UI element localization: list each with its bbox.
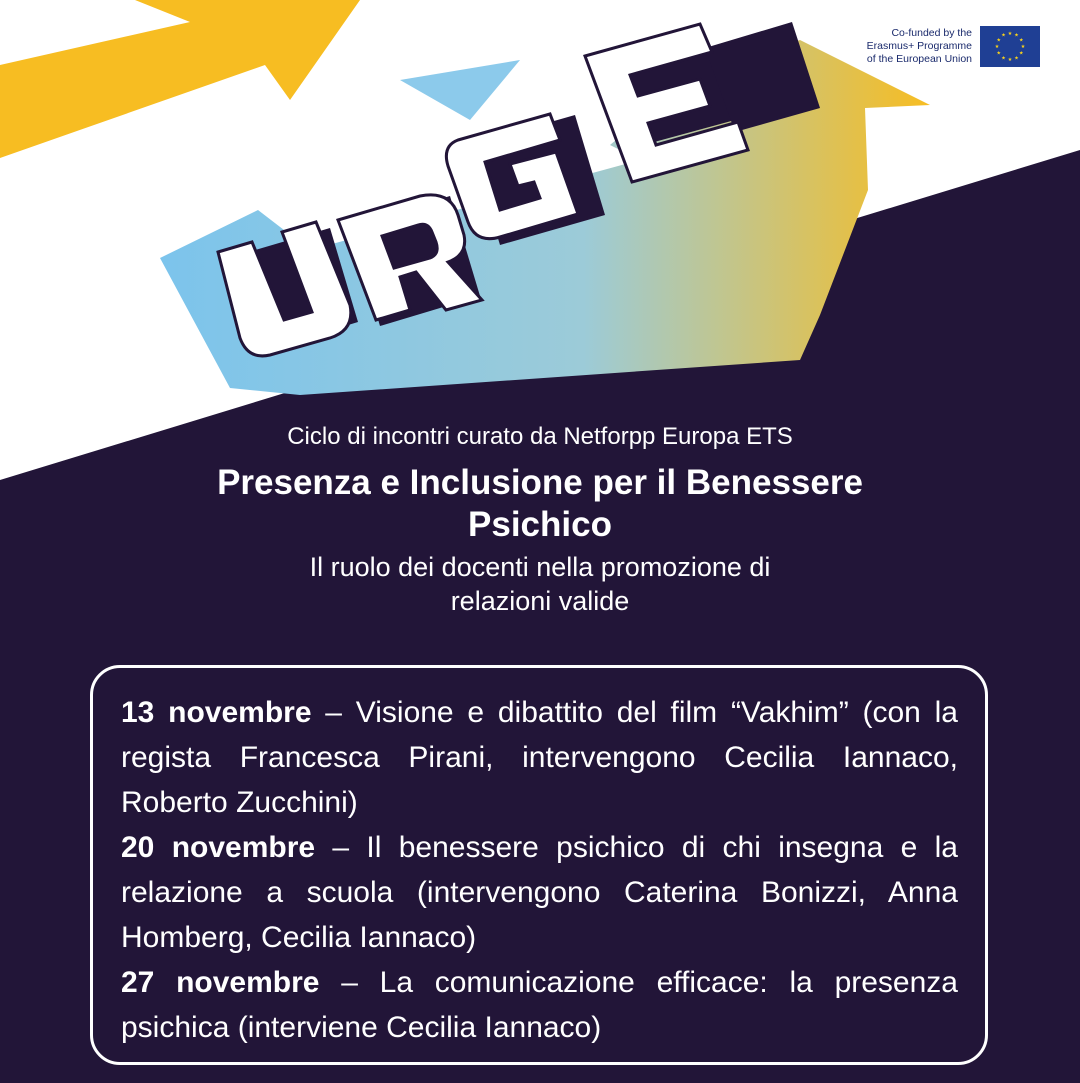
schedule-description: – Visione e dibattito del film “Vakhim” (con la regista Francesca Pirani, intervengono Cecilia Iannaco, Roberto Zucchini) [121, 696, 958, 819]
svg-text:★: ★ [1007, 31, 1013, 37]
svg-text:★: ★ [1001, 32, 1006, 39]
schedule-item [121, 690, 958, 825]
schedule-date: 13 novembre [121, 696, 312, 729]
eu-cofunding-badge [867, 26, 1040, 67]
svg-text:★: ★ [1014, 55, 1019, 62]
svg-text:★: ★ [1020, 44, 1026, 50]
eu-text-line-2: Erasmus+ Programme [866, 40, 972, 52]
svg-text:★: ★ [1014, 32, 1019, 39]
eu-text-line-1: Co-funded by the [891, 27, 972, 39]
svg-text:★: ★ [994, 44, 1000, 50]
schedule-date: 27 novembre [121, 966, 320, 999]
event-subtitle: Il ruolo dei docenti nella promozione di relazioni valide [309, 552, 771, 616]
schedule-item [121, 960, 958, 1050]
svg-text:★: ★ [996, 37, 1001, 44]
svg-text:★: ★ [1019, 37, 1024, 44]
svg-text:★: ★ [1019, 50, 1024, 57]
svg-text:★: ★ [1007, 57, 1013, 63]
curated-by-line: Ciclo di incontri curato da Netforpp Europa ETS [287, 423, 793, 450]
schedule-item [121, 825, 958, 960]
event-title: Presenza e Inclusione per il Benessere Psichico [217, 463, 863, 544]
svg-text:★: ★ [1001, 55, 1006, 62]
eu-flag-icon [980, 26, 1040, 67]
svg-text:★: ★ [996, 50, 1001, 57]
schedule-description: – La comunicazione efficace: la presenza psichica (interviene Cecilia Iannaco) [121, 966, 958, 1044]
eu-text-line-3: of the European Union [866, 53, 972, 65]
schedule-date: 20 novembre [121, 831, 316, 864]
schedule-description: – Il benessere psichico di chi insegna e la relazione a scuola (intervengono Caterina Bonizzi, Anna Homberg, Cecilia Iannaco) [121, 831, 958, 954]
heading-block [0, 420, 1080, 618]
eu-cofunding-text [867, 27, 972, 66]
schedule-box [90, 665, 988, 1065]
